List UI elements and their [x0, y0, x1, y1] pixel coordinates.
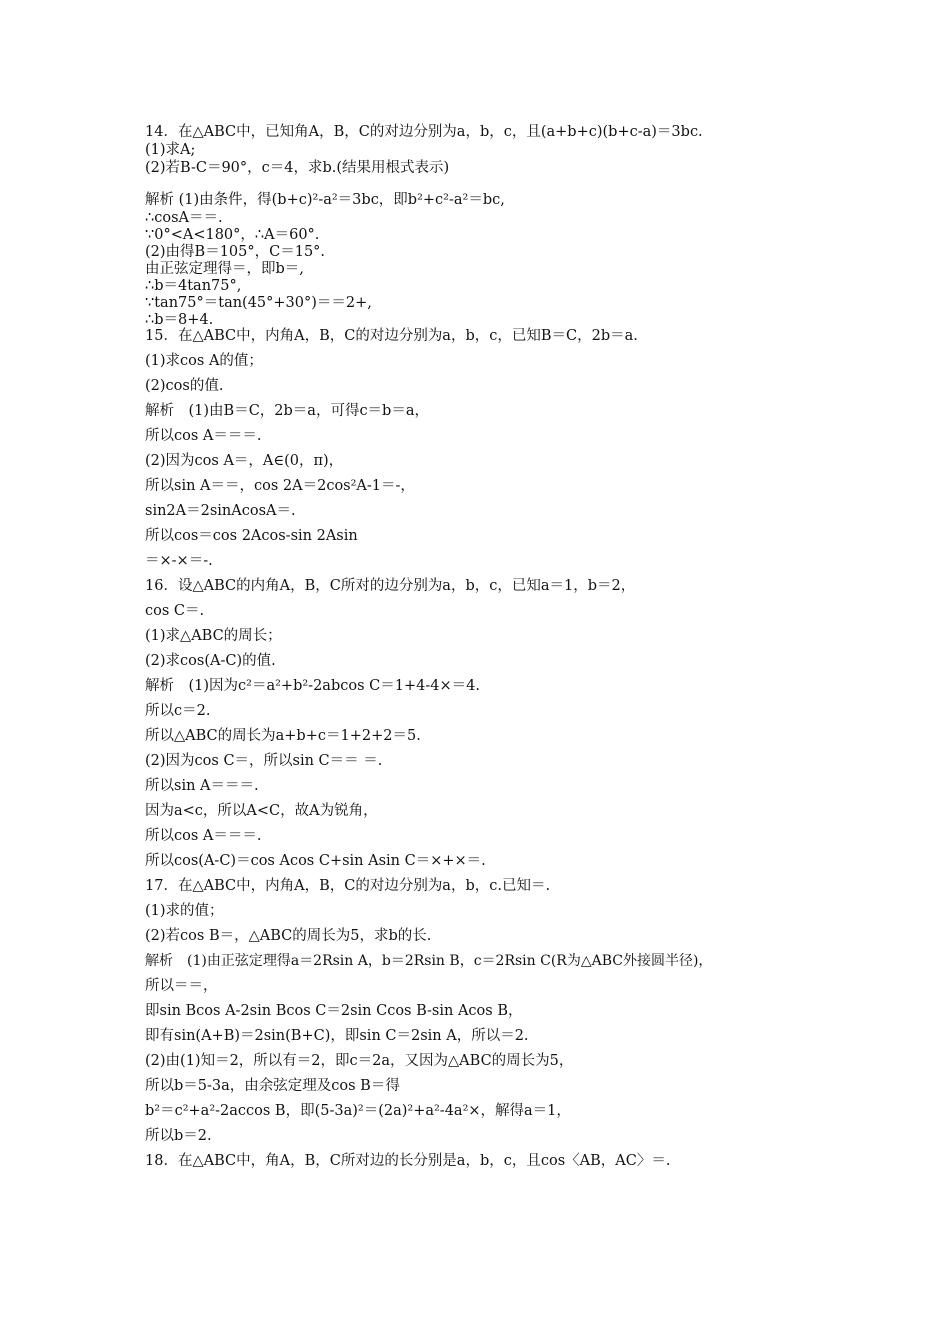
solution-17-line-5: (2)由(1)知＝2，所以有＝2，即c＝2a，又因为△ABC的周长为5， — [145, 1053, 574, 1069]
problem-15-statement: 15．在△ABC中，内角A，B，C的对边分别为a，b，c，已知B＝C，2b＝a. — [145, 328, 638, 344]
problem-17-part-2: (2)若cos B＝，△ABC的周长为5，求b的长. — [145, 928, 432, 944]
solution-15-line-7: ＝×-×＝-. — [145, 553, 213, 569]
solution-17-line-1: 解析 (1)由正弦定理得a＝2Rsin A，b＝2Rsin B，c＝2Rsin C(R为△ABC外接圆半径)， — [145, 953, 713, 969]
problem-17-part-1: (1)求的值； — [145, 903, 224, 919]
problem-16-statement: 16．设△ABC的内角A，B，C所对的边分别为a，b，c，已知a＝1，b＝2， — [145, 578, 636, 594]
solution-15-line-4: 所以sin A＝＝，cos 2A＝2cos²A-1＝-， — [145, 478, 415, 494]
solution-17-line-8: 所以b＝2. — [145, 1128, 212, 1144]
solution-17-line-6: 所以b＝5-3a，由余弦定理及cos B＝得 — [145, 1078, 400, 1094]
problem-15-part-1: (1)求cos A的值； — [145, 353, 263, 369]
problem-16-part-2: (2)求cos(A-C)的值. — [145, 653, 276, 669]
solution-15-line-1: 解析 (1)由B＝C，2b＝a，可得c＝b＝a， — [145, 403, 429, 419]
problem-16-part-1: (1)求△ABC的周长； — [145, 628, 282, 644]
solution-16-line-5: 所以sin A＝＝＝. — [145, 778, 259, 794]
solution-14-line-6: ∴b＝4tan75°, — [145, 278, 242, 294]
solution-17-line-3: 即sin Bcos A-2sin Bcos C＝2sin Ccos B-sin Acos B， — [145, 1003, 523, 1019]
solution-14-line-4: (2)由得B＝105°，C＝15°. — [145, 244, 326, 260]
solution-14-line-1: 解析 (1)由条件，得(b+c)²-a²＝3bc，即b²+c²-a²＝bc, — [145, 192, 505, 208]
solution-14-line-3: ∵0°<A<180°，∴A＝60°. — [145, 227, 320, 243]
solution-14-line-2: ∴cosA＝＝. — [145, 210, 223, 226]
solution-16-line-1: 解析 (1)因为c²＝a²+b²-2abcos C＝1+4-4×＝4. — [145, 678, 480, 694]
solution-16-line-2: 所以c＝2. — [145, 703, 211, 719]
solution-14-line-7: ∵tan75°＝tan(45°+30°)＝＝2+, — [145, 295, 372, 311]
problem-15-part-2: (2)cos的值. — [145, 378, 224, 394]
solution-16-line-7: 所以cos A＝＝＝. — [145, 828, 262, 844]
problem-14-part-1: (1)求A; — [145, 142, 196, 158]
solution-15-line-6: 所以cos＝cos 2Acos-sin 2Asin — [145, 528, 358, 544]
problem-14-part-2: (2)若B-C＝90°，c＝4，求b.(结果用根式表示) — [145, 160, 450, 176]
solution-16-line-8: 所以cos(A-C)＝cos Acos C+sin Asin C＝×+×＝. — [145, 853, 486, 869]
problem-18-statement: 18．在△ABC中，角A，B，C所对边的长分别是a，b，c，且cos〈AB，AC〉＝. — [145, 1153, 671, 1169]
solution-15-line-5: sin2A＝2sinAcosA＝. — [145, 503, 296, 519]
solution-17-line-7: b²＝c²+a²-2accos B，即(5-3a)²＝(2a)²+a²-4a²×，解得a＝1， — [145, 1103, 571, 1119]
solution-14-line-5: 由正弦定理得＝，即b＝, — [145, 261, 304, 277]
solution-16-line-6: 因为a<c，所以A<C，故A为锐角， — [145, 803, 378, 819]
problem-14-statement: 14．在△ABC中，已知角A，B，C的对边分别为a，b，c，且(a+b+c)(b+c-a)＝3bc. — [145, 124, 703, 140]
solution-15-line-3: (2)因为cos A＝，A∈(0，π)， — [145, 453, 344, 469]
solution-17-line-4: 即有sin(A+B)＝2sin(B+C)，即sin C＝2sin A，所以＝2. — [145, 1028, 529, 1044]
solution-17-line-2: 所以＝＝， — [145, 978, 218, 994]
problem-16-statement-cont: cos C＝. — [145, 603, 205, 619]
solution-16-line-4: (2)因为cos C＝，所以sin C＝＝ ＝. — [145, 753, 383, 769]
solution-14-line-8: ∴b＝8+4. — [145, 312, 214, 328]
solution-15-line-2: 所以cos A＝＝＝. — [145, 428, 262, 444]
problem-17-statement: 17．在△ABC中，内角A，B，C的对边分别为a，b，c.已知＝. — [145, 878, 551, 894]
solution-16-line-3: 所以△ABC的周长为a+b+c＝1+2+2＝5. — [145, 728, 421, 744]
